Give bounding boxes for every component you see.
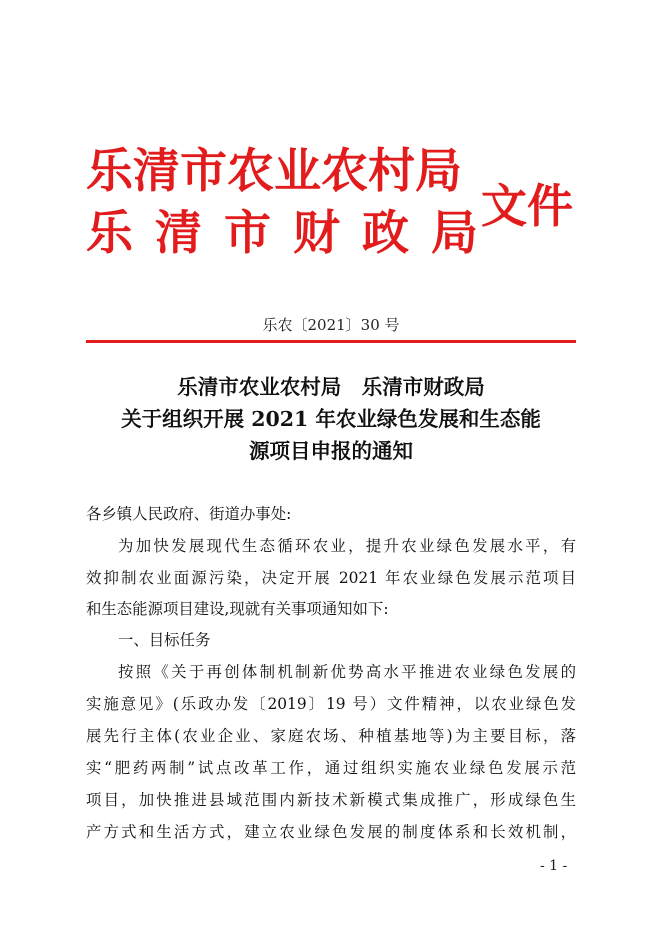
issuing-org-line-2: 乐清市财政局 <box>86 206 500 261</box>
paragraph-line: 按照《关于再创体制机制新优势高水平推进农业绿色发展的 <box>118 663 576 681</box>
red-divider <box>86 340 576 343</box>
paragraph-line: 实施意见》(乐政办发〔2019〕19 号）文件精神，以农业绿色发 <box>86 695 576 713</box>
paragraph-line: 为加快发展现代生态循环农业，提升农业绿色发展水平，有 <box>118 537 576 555</box>
title-line-3: 源项目申报的通知 <box>249 439 413 463</box>
page-number: - 1 - <box>540 858 568 874</box>
paragraph-line: 和生态能源项目建设,现就有关事项通知如下: <box>86 600 389 618</box>
paragraph-line: 实“肥药两制”试点改革工作，通过组织实施农业绿色发展示范 <box>86 759 576 777</box>
document-number: 乐农〔2021〕30 号 <box>262 316 400 334</box>
paragraph-line: 产方式和生活方式，建立农业绿色发展的制度体系和长效机制， <box>86 823 576 841</box>
header-suffix: 文件 <box>481 179 573 233</box>
section-heading: 一、目标任务 <box>118 631 211 649</box>
paragraph-line: 展先行主体(农业企业、家庭农场、种植基地等)为主要目标，落 <box>86 727 576 745</box>
salutation: 各乡镇人民政府、街道办事处: <box>86 505 292 523</box>
issuing-org-line-1: 乐清市农业农村局 <box>86 144 462 199</box>
paragraph-line: 效抑制农业面源污染，决定开展 2021 年农业绿色发展示范项目 <box>86 569 576 587</box>
title-line-1: 乐清市农业农村局 乐清市财政局 <box>177 375 485 399</box>
title-line-2: 关于组织开展 2021 年农业绿色发展和生态能 <box>121 407 541 431</box>
paragraph-line: 项目，加快推进县域范围内新技术新模式集成推广，形成绿色生 <box>86 791 576 809</box>
